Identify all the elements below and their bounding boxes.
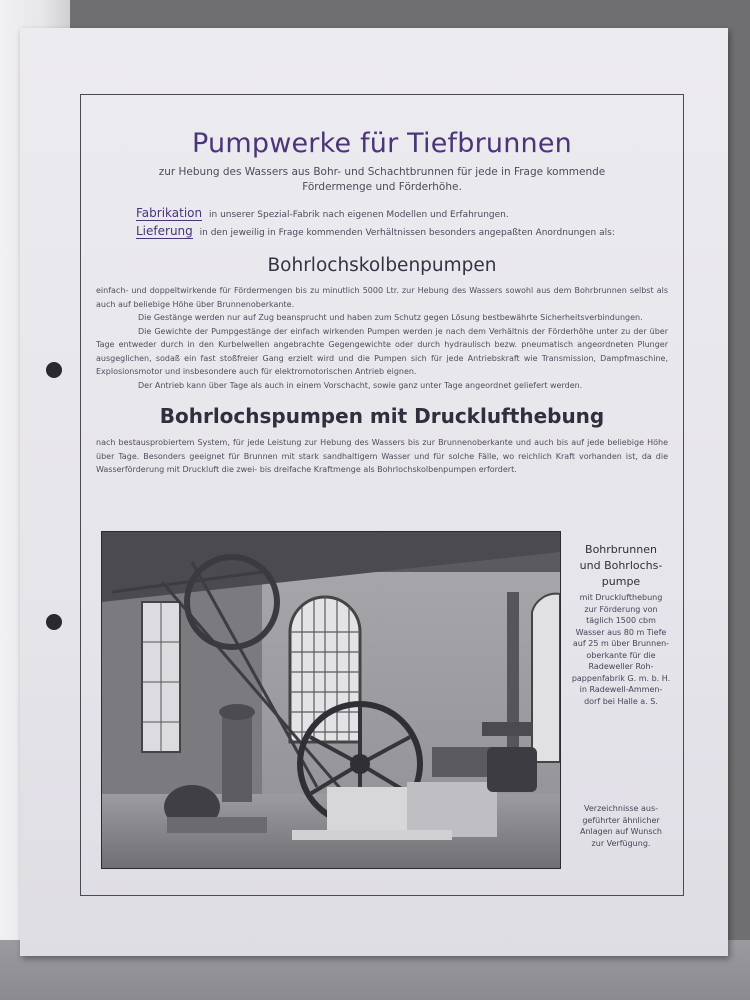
section1-paragraph: Die Gewichte der Pumpgestänge der einfach wirkenden Pumpen werden je nach dem Verhältnis der Förderhöhe unter zu der über Tage entweder durch in den Kurbelwellen angebrachte Gegengewichte oder durch hydraulisch bezw. pneumatisch angeordneten Plunger ausgeglichen, sodaß ein fast stoßfreier Gang erzielt wird und die Pumpen sich für jede Antriebskraft wie Transmission, Dampfmaschine, Explosionsmotor und insbesondere auch für elektromotorischen Antrieb eignen. — [96, 326, 668, 376]
caption-title-line: und Bohrlochs- — [579, 559, 663, 572]
section1-paragraph: Die Gestänge werden nur auf Zug beansprucht und haben zum Schutz gegen Lösung bestbewährte Sicherheitsverbindungen. — [138, 313, 643, 322]
fabrikation-keyword: Fabrikation — [136, 206, 203, 220]
caption-line: zur Förderung von — [584, 604, 658, 614]
section2-heading: Bohrlochspumpen mit Drucklufthebung — [159, 404, 605, 428]
caption-title-line: pumpe — [601, 575, 641, 588]
caption-line: pappenfabrik G. m. b. H. — [571, 673, 671, 683]
lieferung-line — [96, 223, 668, 241]
fabrikation-text: in unserer Spezial-Fabrik nach eigenen Modellen und Erfahrungen. — [209, 210, 509, 220]
fabrikation-line — [96, 205, 668, 223]
caption-note-line: Anlagen auf Wunsch — [579, 827, 662, 836]
caption-note — [562, 803, 680, 849]
section2-paragraph: nach bestausprobiertem System, für jede Leistung zur Hebung des Wassers bis zur Brunnenoberkante und auch bis auf jede beliebige Höhe über Tage. Besonders geeignet für Brunnen mit stark sandhaltigem Wasser und für solche Fälle, wo reichlich Kraft vorhanden ist, da die Wasserförderung mit Druckluft die zwei- bis dreifache Kraftmenge als Bohrlochskolbenpumpen erfordert. — [96, 438, 668, 474]
caption-body — [562, 592, 680, 707]
punch-hole — [46, 614, 62, 630]
caption-line: Radeweller Roh- — [588, 662, 654, 671]
pump-engine-illustration — [101, 531, 561, 869]
caption-title-line: Bohrbrunnen — [585, 543, 657, 556]
caption-note-line: zur Verfügung. — [591, 838, 651, 848]
document-content — [96, 112, 668, 477]
engine-room-image — [102, 532, 560, 868]
caption-line: auf 25 m über Brunnen- — [572, 639, 670, 648]
lieferung-text: in den jeweilig in Frage kommenden Verhältnissen besonders angepaßten Anordnungen als: — [199, 228, 615, 238]
caption-line: mit Drucklufthebung — [579, 593, 663, 602]
caption-title — [562, 542, 680, 590]
caption-line: Wasser aus 80 m Tiefe — [575, 627, 667, 637]
illustration-caption — [562, 542, 680, 707]
caption-line: in Radewell-Ammen- — [579, 685, 663, 694]
caption-line: dorf bei Halle a. S. — [584, 696, 658, 706]
caption-note-line: geführter ähnlicher — [582, 815, 660, 825]
page-subtitle: zur Hebung des Wassers aus Bohr- und Schachtbrunnen für jede in Frage kommende Fördermenge und Förderhöhe. — [158, 166, 606, 193]
caption-note-line: Verzeichnisse aus- — [584, 804, 658, 813]
section1-paragraph: einfach- und doppeltwirkende für Fördermengen bis zu minutlich 5000 Ltr. zur Hebung des Wassers sowohl aus dem Bohrbrunnen selbst als auch auf beliebige Höhe über Brunnenoberkante. — [96, 286, 668, 309]
page-title: Pumpwerke für Tiefbrunnen — [192, 128, 572, 159]
caption-line: täglich 1500 cbm — [586, 616, 656, 625]
section1-paragraph: Der Antrieb kann über Tage als auch in einem Vorschacht, sowie ganz unter Tage angeordnet geliefert werden. — [138, 380, 583, 390]
section1-heading: Bohrlochskolbenpumpen — [267, 255, 497, 276]
lieferung-keyword: Lieferung — [136, 224, 193, 238]
caption-line: oberkante für die — [586, 650, 656, 660]
punch-hole — [46, 362, 62, 378]
